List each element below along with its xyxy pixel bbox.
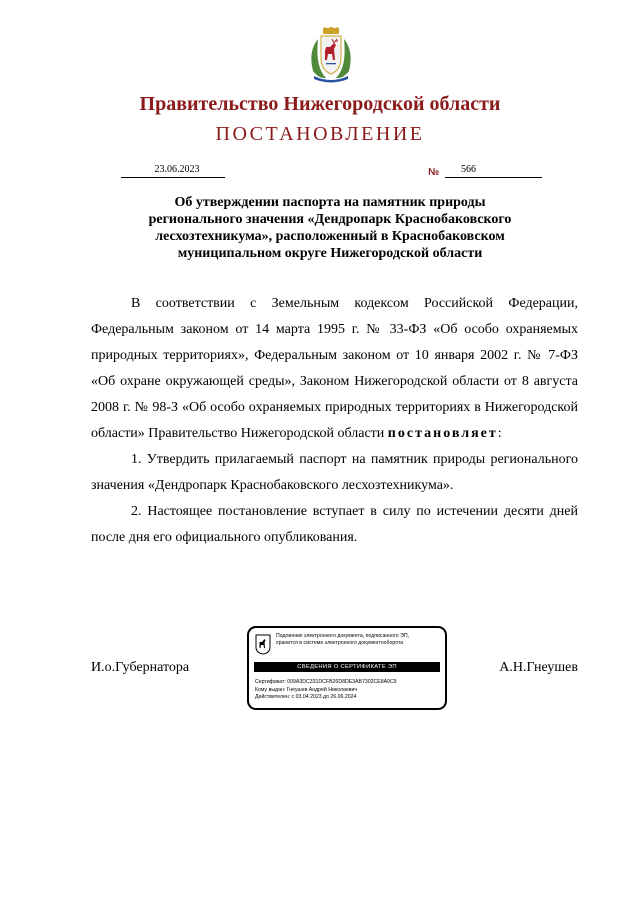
decree-word: постановляет	[387, 426, 498, 441]
certificate-label: Сертификат:	[255, 679, 286, 685]
decree-colon: :	[497, 426, 502, 441]
document-date: 23.06.2023	[121, 164, 225, 178]
title-line: лесхозтехникума», расположенный в Краснобаковском	[155, 229, 505, 244]
item-1-paragraph: 1. Утвердить прилагаемый паспорт на памятник природы регионального значения «Дендропарк Краснобаковского лесхозтехникума».	[91, 452, 578, 493]
certificate-value: 009A3DC331DCFB26D8DE3AB7302CE8A0C9	[287, 679, 397, 685]
document-number: 566	[445, 164, 542, 178]
issued-to-value: Гнеушев Андрей Николаевич	[286, 686, 358, 693]
stamp-header-line: Подлинник электронного документа, подписанного ЭП,	[276, 633, 410, 639]
number-sign: №	[428, 167, 440, 178]
stamp-certificate-details	[255, 679, 397, 702]
issued-to-line	[255, 687, 397, 695]
document-body	[91, 291, 578, 551]
coat-of-arms-icon	[304, 27, 358, 83]
preamble-paragraph	[91, 291, 578, 447]
title-line: муниципальном округе Нижегородской области	[177, 246, 483, 261]
certificate-line	[255, 679, 397, 687]
coat-of-arms-small-icon	[255, 634, 271, 655]
electronic-signature-stamp	[247, 626, 447, 710]
preamble-text: В соответствии с Земельным кодексом Российской Федерации, Федеральным законом от 14 марта 1995 г. № 33-ФЗ «Об особо охраняемых природных территориях», Федеральным законом от 10 января 2002 г. № 7-ФЗ «Об охране окружающей среды», Законом Нижегородской области от 8 августа 2008 г. № 98-З «Об особо охраняемых природных территориях в Нижегородской области» Правительство Нижегородской области	[91, 296, 578, 441]
document-type: ПОСТАНОВЛЕНИЕ	[215, 123, 425, 145]
title-line: регионального значения «Дендропарк Краснобаковского	[148, 212, 512, 227]
stamp-certificate-bar: СВЕДЕНИЯ О СЕРТИФИКАТЕ ЭП	[254, 662, 440, 672]
item-2-paragraph: 2. Настоящее постановление вступает в силу по истечении десяти дней после дня его официального опубликования.	[91, 504, 578, 545]
signer-position: И.о.Губернатора	[91, 660, 190, 675]
stamp-header	[276, 633, 444, 647]
title-line: Об утверждении паспорта на памятник природы	[174, 195, 486, 210]
validity-line: Действителен: с 03.04.2023 до 26.06.2024	[255, 694, 357, 700]
document-title	[120, 194, 540, 262]
signer-name: А.Н.Гнеушев	[499, 660, 578, 675]
government-name: Правительство Нижегородской области	[139, 93, 501, 115]
stamp-header-line: хранится в системе электронного документооборота	[276, 640, 404, 646]
issued-to-label: Кому выдан:	[255, 686, 286, 693]
